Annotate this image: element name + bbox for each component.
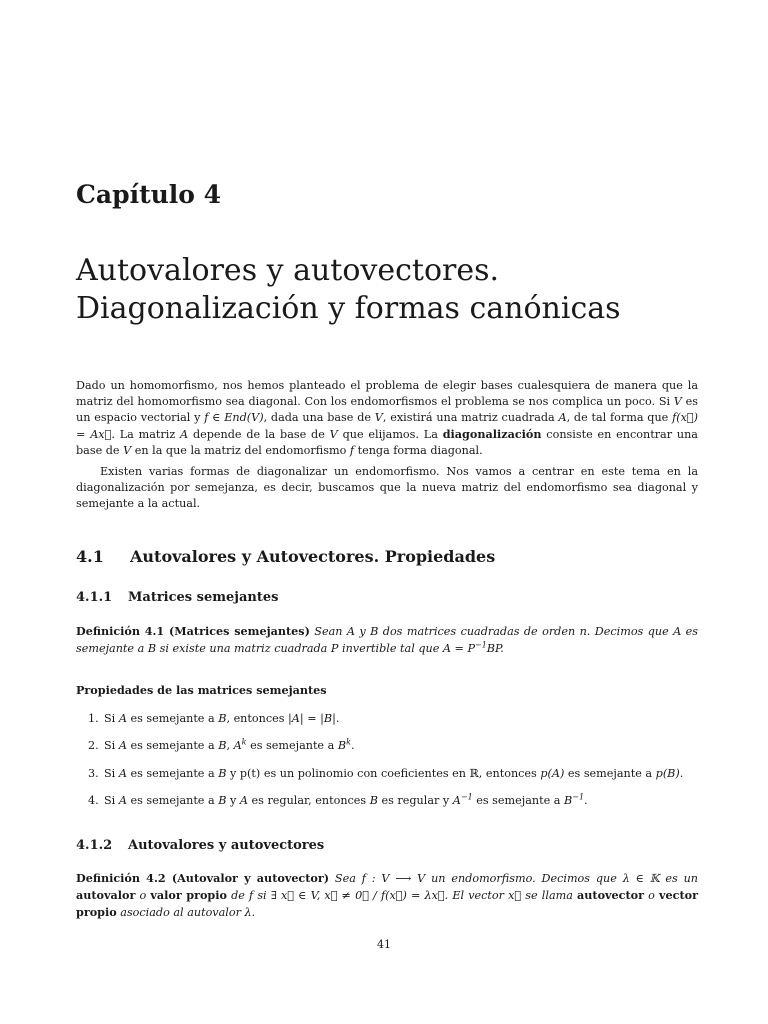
subsection-title: Matrices semejantes (128, 590, 279, 605)
math-run: f (349, 444, 355, 457)
math-run: f ∈ End(V) (204, 411, 264, 424)
section-title: Autovalores y Autovectores. Propiedades (130, 547, 496, 566)
keyword-autovalor: autovalor (76, 888, 136, 902)
text-run: Si (104, 739, 119, 752)
text-run: , de tal forma que (566, 411, 673, 424)
list-item (88, 712, 339, 725)
math-run: B (369, 794, 378, 807)
math-run: A (118, 767, 127, 780)
definition-body: o (644, 889, 660, 902)
definition-body: BP. (486, 642, 504, 655)
text-run: consiste en encontrar una base de (76, 428, 698, 457)
text-run: que elijamos. La (337, 428, 443, 441)
subsection-number: 4.1.2 (76, 838, 113, 853)
definition-body: de f si ∃ x⃗ ∈ V, x⃗ ≠ 0⃗ / f(x⃗) = λx⃗. El vector x⃗ se llama (226, 889, 578, 902)
item-number: 3. (88, 767, 99, 780)
text-run: es semejante a (126, 767, 219, 780)
text-run: es regular y (377, 794, 453, 807)
text-run: Si (104, 794, 119, 807)
text-run: en la que la matriz del endomorfismo (131, 444, 350, 457)
subsection-heading-2 (76, 838, 698, 853)
text-run: Dado un homomorfismo, nos hemos planteado el problema de elegir bases cualesquiera de manera que la matriz del homomorfismo sea diagonal. Con los endomorfismos el problema se nos complica un poco. Si (76, 379, 698, 408)
math-run: f(x⃗) = Ax⃗ (76, 411, 698, 441)
definition-body: Sea f : V ⟶ V un endomorfismo. Decimos que λ ∈ 𝕂 es un (329, 872, 698, 885)
math-run: A (118, 794, 127, 807)
math-run: A (233, 739, 242, 752)
chapter-label: Capítulo 4 (76, 180, 222, 209)
text-run: es semejante a (472, 794, 564, 807)
text-run: es semejante a (126, 794, 219, 807)
math-run: B (564, 794, 573, 807)
subsection-number: 4.1.1 (76, 590, 113, 605)
superscript: −1 (460, 792, 473, 802)
section-heading (76, 547, 698, 566)
math-run: B (218, 712, 227, 725)
math-run: V (329, 428, 338, 441)
page-number: 41 (377, 938, 391, 951)
text-run: es regular, entonces (247, 794, 370, 807)
math-run: p(B) (655, 767, 680, 780)
definition-4-1 (76, 623, 698, 657)
keyword-valor-propio: valor propio (150, 888, 227, 902)
math-run: B (337, 739, 347, 752)
text-run: , (226, 739, 234, 752)
chapter-title (76, 252, 698, 328)
keyword-diagonalizacion: diagonalización (442, 427, 542, 441)
math-run: B (218, 794, 227, 807)
text-run: tenga forma diagonal. (354, 444, 483, 457)
math-run: V (123, 444, 132, 457)
math-run: A (452, 794, 461, 807)
list-item (88, 767, 683, 780)
text-run: . (584, 794, 588, 807)
definition-heading: Definición 4.1 (Matrices semejantes) (76, 624, 310, 638)
definition-body: Sean A y B dos matrices cuadradas de orden n. Decimos que A es semejante a B si existe una matriz cuadrada P invertible tal que A = P (76, 625, 698, 655)
text-run: , existirá una matriz cuadrada (382, 411, 559, 424)
text-run: depende de la base de (188, 428, 330, 441)
definition-body: asociado al autovalor λ. (116, 906, 256, 919)
text-run: Si (104, 767, 119, 780)
text-run: , entonces (226, 712, 289, 725)
intro-paragraph-1 (76, 378, 698, 459)
item-number: 4. (88, 794, 99, 807)
keyword-autovector: autovector (577, 888, 645, 902)
definition-4-2 (76, 870, 698, 921)
text-run: . (350, 739, 355, 752)
keyword-vector-propio: vector propio (76, 888, 699, 919)
math-run: A (239, 794, 248, 807)
chapter-title-line-1: Autovalores y autovectores. (76, 253, 500, 288)
chapter-title-line-2: Diagonalización y formas canónicas (76, 291, 621, 326)
text-run: y p(t) es un polinomio con coeficientes en ℝ, entonces (226, 767, 541, 780)
text-run: es semejante a (564, 767, 656, 780)
item-number: 1. (88, 712, 99, 725)
list-item (88, 739, 355, 752)
text-run: es semejante a (126, 739, 219, 752)
math-run: V (374, 411, 383, 424)
text-run: es semejante a (246, 739, 338, 752)
math-run: |A| = |B| (288, 712, 336, 725)
subsection-title: Autovalores y autovectores (128, 838, 325, 853)
math-run: A (118, 739, 127, 752)
definition-body: o (135, 889, 151, 902)
definition-heading: Definición 4.2 (Autovalor y autovector) (76, 871, 330, 885)
text-run: y (226, 794, 240, 807)
superscript: k (241, 737, 247, 747)
list-item (88, 794, 588, 807)
item-number: 2. (88, 739, 99, 752)
superscript: −1 (572, 792, 585, 802)
math-run: B (218, 767, 227, 780)
math-run: A (118, 712, 127, 725)
superscript: −1 (475, 640, 487, 650)
math-run: A (180, 428, 189, 441)
math-run: V (673, 395, 682, 408)
properties-heading: Propiedades de las matrices semejantes (76, 683, 327, 697)
subsection-heading-1 (76, 590, 698, 605)
superscript: k (346, 737, 351, 747)
text-run: es semejante a (126, 712, 219, 725)
section-number: 4.1 (76, 547, 104, 566)
text-run: , dada una base de (263, 411, 375, 424)
intro-paragraph-2: Existen varias formas de diagonalizar un endomorfismo. Nos vamos a centrar en este tema en la diagonalización por semejanza, es decir, buscamos que la nueva matriz del endomorfismo sea diagonal y semejante a la actual. (76, 465, 698, 510)
math-run: A (558, 411, 567, 424)
math-run: p(A) (540, 767, 565, 780)
text-run: es un espacio vectorial y (76, 395, 698, 424)
text-run: . La matriz (111, 428, 181, 441)
text-run: . (335, 712, 340, 725)
text-run: Si (104, 712, 119, 725)
math-run: B (218, 739, 227, 752)
text-run: . (679, 767, 684, 780)
